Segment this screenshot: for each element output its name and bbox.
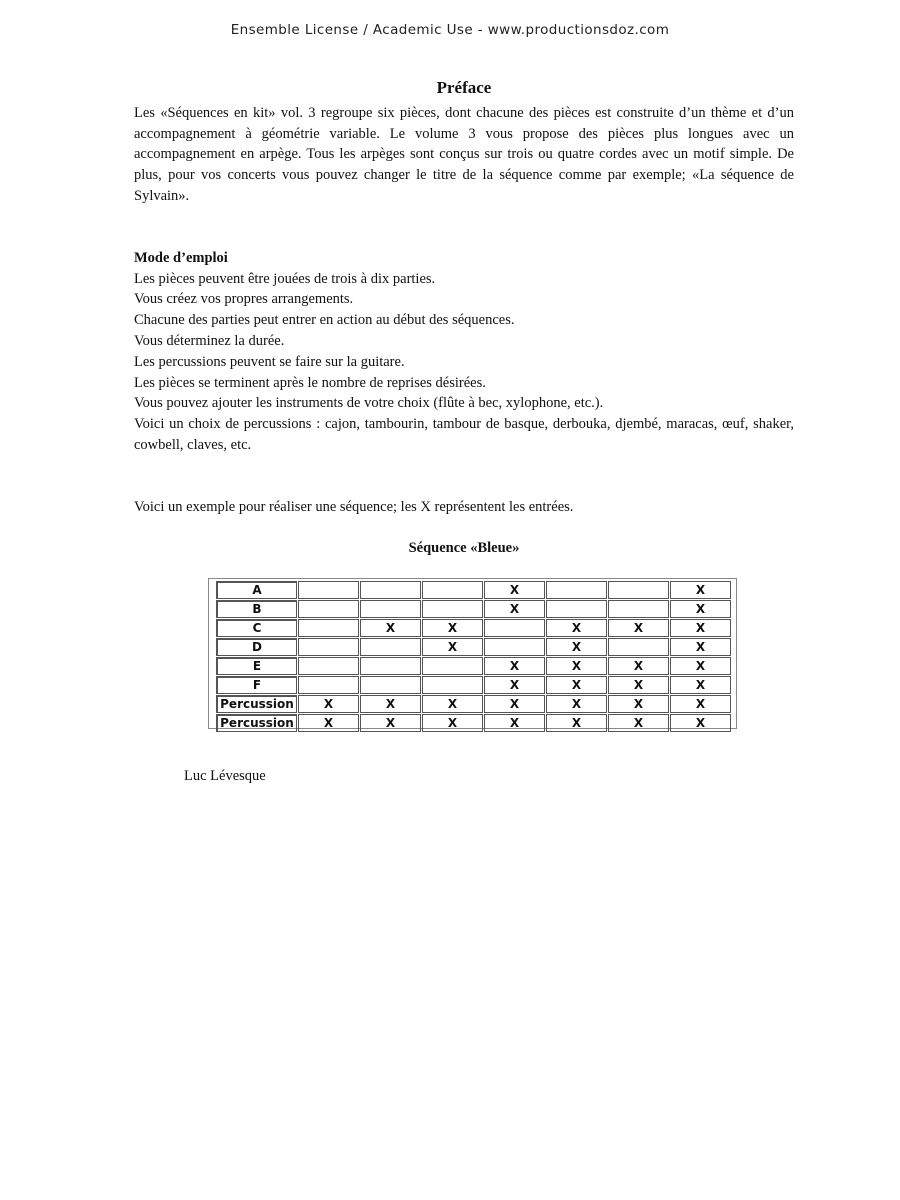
table-row: [216, 657, 731, 675]
row-label: B: [216, 600, 297, 618]
entry-cell: X: [484, 657, 545, 675]
entry-cell: X: [546, 714, 607, 732]
entry-cell: [298, 638, 359, 656]
entry-cell: X: [608, 714, 669, 732]
mode-emploi-line: Voici un choix de percussions : cajon, tambourin, tambour de basque, derbouka, djembé, maracas, œuf, shaker, cowbell, claves, etc.: [134, 416, 794, 453]
entry-cell: X: [298, 714, 359, 732]
row-label: Percussion: [216, 714, 297, 732]
row-label: F: [216, 676, 297, 694]
entry-cell: X: [670, 619, 731, 637]
entry-cell: X: [298, 695, 359, 713]
entry-cell: [608, 581, 669, 599]
entry-cell: X: [422, 619, 483, 637]
entry-cell: [422, 581, 483, 599]
entry-cell: X: [484, 600, 545, 618]
sequence-table-body: [216, 581, 731, 732]
table-row: [216, 695, 731, 713]
entry-cell: X: [484, 714, 545, 732]
entry-cell: [422, 600, 483, 618]
entry-cell: X: [670, 676, 731, 694]
entry-cell: X: [546, 619, 607, 637]
mode-emploi-line: Vous créez vos propres arrangements.: [134, 291, 354, 308]
entry-cell: X: [360, 714, 421, 732]
document-body: [134, 78, 794, 558]
entry-cell: [360, 581, 421, 599]
row-label: D: [216, 638, 297, 656]
preface-paragraph: Les «Séquences en kit» vol. 3 regroupe six pièces, dont chacune des pièces est construite d’un thème et d’un accompagnement à géométrie variable. Le volume 3 vous propose des pièces plus longues avec un accompagnement en arpège. Tous les arpèges sont conçus sur trois ou quatre cordes avec un motif simple. De plus, pour vos concerts vous pouvez changer le titre de la séquence comme par exemple; «La séquence de Sylvain».: [134, 104, 794, 204]
entry-cell: [298, 676, 359, 694]
row-label: C: [216, 619, 297, 637]
entry-cell: X: [670, 695, 731, 713]
entry-cell: X: [484, 581, 545, 599]
mode-emploi-line: Les pièces peuvent être jouées de trois à dix parties.: [134, 270, 436, 287]
table-row: [216, 600, 731, 618]
entry-cell: [360, 657, 421, 675]
entry-cell: [298, 600, 359, 618]
entry-cell: X: [608, 657, 669, 675]
entry-cell: [360, 676, 421, 694]
entry-cell: X: [546, 657, 607, 675]
mode-emploi-line: Chacune des parties peut entrer en action au début des séquences.: [134, 312, 515, 329]
entry-cell: X: [546, 695, 607, 713]
entry-cell: [546, 581, 607, 599]
entry-cell: [298, 619, 359, 637]
row-label: E: [216, 657, 297, 675]
entry-cell: X: [608, 676, 669, 694]
entry-cell: X: [670, 714, 731, 732]
sequence-title: Séquence «Bleue»: [408, 539, 520, 556]
entry-cell: X: [422, 695, 483, 713]
entry-cell: X: [422, 638, 483, 656]
entry-cell: X: [484, 695, 545, 713]
table-row: [216, 714, 731, 732]
preface-title: Préface: [436, 78, 492, 97]
entry-cell: [422, 676, 483, 694]
entry-cell: [298, 581, 359, 599]
mode-emploi-line: Les pièces se terminent après le nombre de reprises désirées.: [134, 374, 486, 391]
entry-cell: [608, 600, 669, 618]
entry-cell: X: [608, 695, 669, 713]
entry-cell: [546, 600, 607, 618]
entry-cell: [360, 600, 421, 618]
license-header: Ensemble License / Academic Use - www.productionsdoz.com: [230, 22, 670, 38]
example-intro: Voici un exemple pour réaliser une séquence; les X représentent les entrées.: [134, 498, 574, 515]
entry-cell: X: [546, 638, 607, 656]
entry-cell: X: [484, 676, 545, 694]
mode-emploi-line: Vous déterminez la durée.: [134, 332, 285, 349]
mode-emploi-line: Vous pouvez ajouter les instruments de votre choix (flûte à bec, xylophone, etc.).: [134, 395, 604, 412]
table-row: [216, 638, 731, 656]
entry-cell: [360, 638, 421, 656]
sequence-table: [215, 580, 732, 733]
table-row: [216, 619, 731, 637]
entry-cell: [484, 638, 545, 656]
row-label: Percussion: [216, 695, 297, 713]
entry-cell: X: [670, 600, 731, 618]
mode-emploi-line: Les percussions peuvent se faire sur la guitare.: [134, 353, 405, 370]
entry-cell: X: [670, 657, 731, 675]
sequence-table-frame: [208, 578, 737, 729]
table-row: [216, 676, 731, 694]
entry-cell: [484, 619, 545, 637]
entry-cell: X: [422, 714, 483, 732]
mode-emploi-title: Mode d’emploi: [134, 249, 228, 266]
table-row: [216, 581, 731, 599]
entry-cell: [422, 657, 483, 675]
entry-cell: X: [670, 638, 731, 656]
entry-cell: X: [608, 619, 669, 637]
author-signature: Luc Lévesque: [184, 768, 266, 784]
row-label: A: [216, 581, 297, 599]
entry-cell: [298, 657, 359, 675]
entry-cell: X: [670, 581, 731, 599]
entry-cell: X: [360, 619, 421, 637]
entry-cell: [608, 638, 669, 656]
entry-cell: X: [546, 676, 607, 694]
entry-cell: X: [360, 695, 421, 713]
